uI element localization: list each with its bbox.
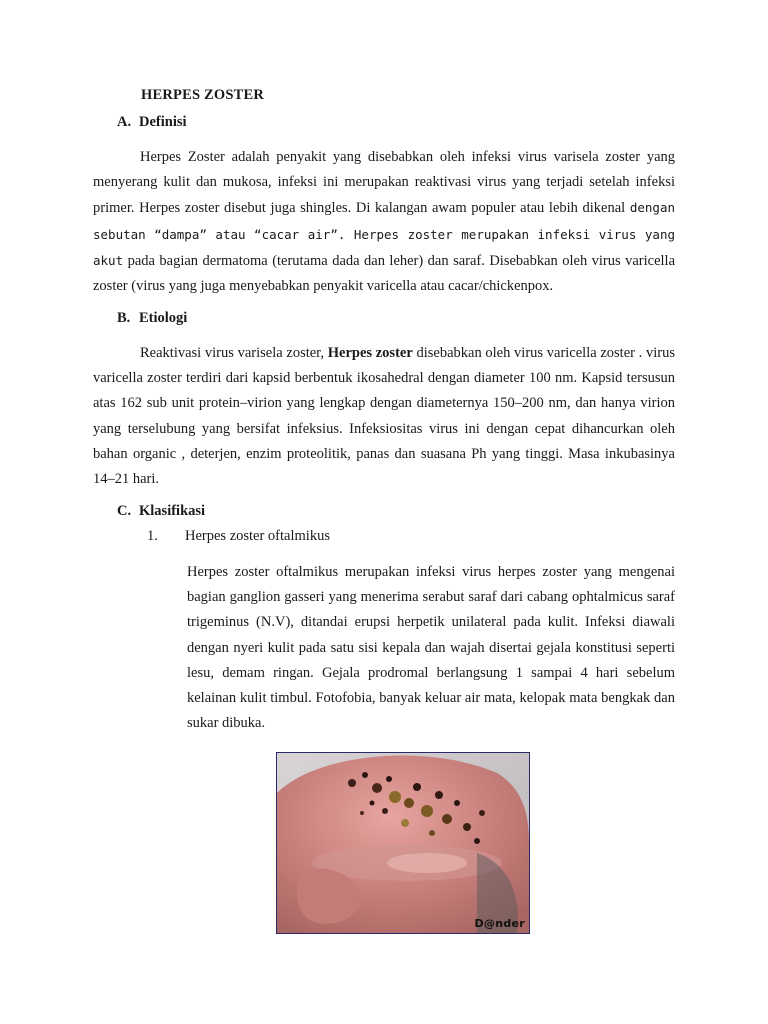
section-heading-etiologi [117,310,187,327]
section-label: Etiologi [139,310,188,326]
definisi-paragraph [93,145,675,299]
etiologi-paragraph [93,341,675,492]
document-title: HERPES ZOSTER [141,87,265,103]
definisi-text-part3: pada bagian dermatoma (terutama dada dan leher) dan saraf. Disebabkan oleh virus varicella zoster (virus yang juga menyebabkan penyakit varicella atau cacar/chickenpox. [93,252,676,295]
section-heading-klasifikasi [117,503,205,520]
etiologi-text-pre: Reaktivasi virus varisela zoster, [140,345,328,361]
clinical-photo-icon [277,753,529,933]
clinical-photo [276,752,530,934]
section-number: C. [117,503,132,519]
list-item-label: Herpes zoster oftalmikus [185,528,330,544]
photo-watermark: D@nder [474,917,525,930]
list-item-number: 1. [147,528,158,544]
section-number: B. [117,310,131,326]
etiologi-text-bold: Herpes zoster [327,345,413,361]
section-number: A. [117,114,132,130]
definisi-text-part1: Herpes Zoster adalah penyakit yang disebabkan oleh infeksi virus varisela zoster yang menyerang kulit dan mukosa, infeksi ini merupakan reaktivasi virus yang terjadi setelah infeksi primer. Herpes zoster disebut juga shingles. Di kalangan awam populer atau lebih dikenal [93,149,675,217]
section-heading-definisi [117,114,187,131]
section-label: Klasifikasi [139,503,206,519]
oftalmikus-paragraph: Herpes zoster oftalmikus merupakan infeksi virus herpes zoster yang mengenai bagian ganglion gasseri yang menerima serabut saraf dari cabang ophtalmicus saraf trigeminus (N.V), ditandai erupsi herpetik unilateral pada kulit. Infeksi diawali dengan nyeri kulit pada satu sisi kepala dan wajah disertai gejala konstitusi seperti lesu, demam ringan. Gejala prodromal berlangsung 1 sampai 4 hari sebelum kelainan kulit timbul. Fotofobia, banyak keluar air mata, kelopak mata bengkak dan sukar dibuka. [187,564,675,732]
etiologi-text-post: disebabkan oleh virus varicella zoster . virus varicella zoster terdiri dari kapsid berbentuk ikosahedral dengan diameter 100 nm. Kapsid tersusun atas 162 sub unit protein–virion yang lengkap dengan diameternya 150–200 nm, dan hanya virion yang terselubung yang bersifat infeksius. Infeksiositas virus ini dengan cepat dihancurkan oleh bahan organic , deterjen, enzim proteolitik, panas dan suasana Ph yang tinggi. Masa inkubasinya 14–21 hari. [93,345,675,488]
section-label: Definisi [139,114,187,130]
definisi-text-part2: dengan sebutan “dampa” atau “cacar air”. Herpes zoster merupakan infeksi virus yang akut [93,200,675,268]
list-item-oftalmikus [147,528,330,545]
